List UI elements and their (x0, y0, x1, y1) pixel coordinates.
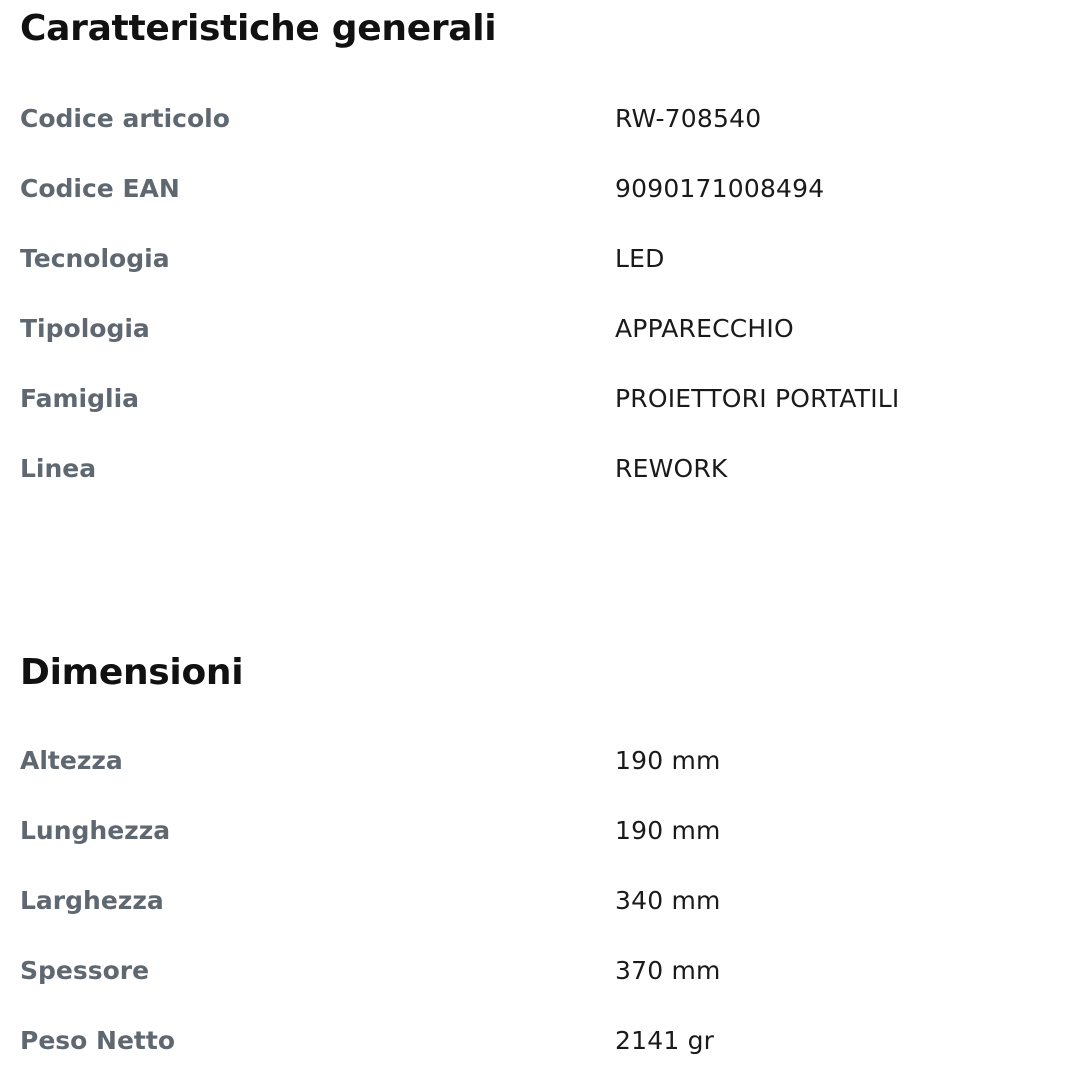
spec-value: 190 mm (615, 745, 721, 775)
spec-value: PROIETTORI PORTATILI (615, 383, 900, 413)
spec-label: Codice EAN (20, 173, 180, 203)
spec-label: Larghezza (20, 885, 164, 915)
spec-row-type (20, 293, 1060, 363)
spec-value: 9090171008494 (615, 173, 825, 203)
spec-value: APPARECCHIO (615, 313, 794, 343)
spec-value: REWORK (615, 453, 728, 483)
spec-row-width (20, 865, 1060, 935)
general-characteristics-section (20, 0, 1060, 503)
spec-value: 340 mm (615, 885, 721, 915)
spec-label: Tipologia (20, 313, 150, 343)
spec-row-line (20, 433, 1060, 503)
dimensions-section (20, 644, 1060, 1075)
dimensions-section-title: Dimensioni (20, 652, 244, 693)
spec-value: 190 mm (615, 815, 721, 845)
spec-row-height (20, 725, 1060, 795)
spec-row-family (20, 363, 1060, 433)
spec-label: Peso Netto (20, 1025, 175, 1055)
spec-value: RW-708540 (615, 103, 762, 133)
spec-row-item-code (20, 83, 1060, 153)
spec-label: Altezza (20, 745, 123, 775)
dimensions-spec-list (20, 725, 1060, 1075)
spec-row-ean-code (20, 153, 1060, 223)
spec-row-net-weight (20, 1005, 1060, 1075)
spec-value: 370 mm (615, 955, 721, 985)
spec-label: Lunghezza (20, 815, 171, 845)
general-spec-list (20, 83, 1060, 503)
spec-row-technology (20, 223, 1060, 293)
spec-label: Linea (20, 453, 97, 483)
general-section-title: Caratteristiche generali (20, 8, 497, 49)
spec-value: 2141 gr (615, 1025, 715, 1055)
spec-label: Spessore (20, 955, 150, 985)
spec-label: Famiglia (20, 383, 140, 413)
spec-value: LED (615, 243, 665, 273)
spec-row-length (20, 795, 1060, 865)
spec-label: Tecnologia (20, 243, 170, 273)
spec-label: Codice articolo (20, 103, 230, 133)
spec-row-thickness (20, 935, 1060, 1005)
